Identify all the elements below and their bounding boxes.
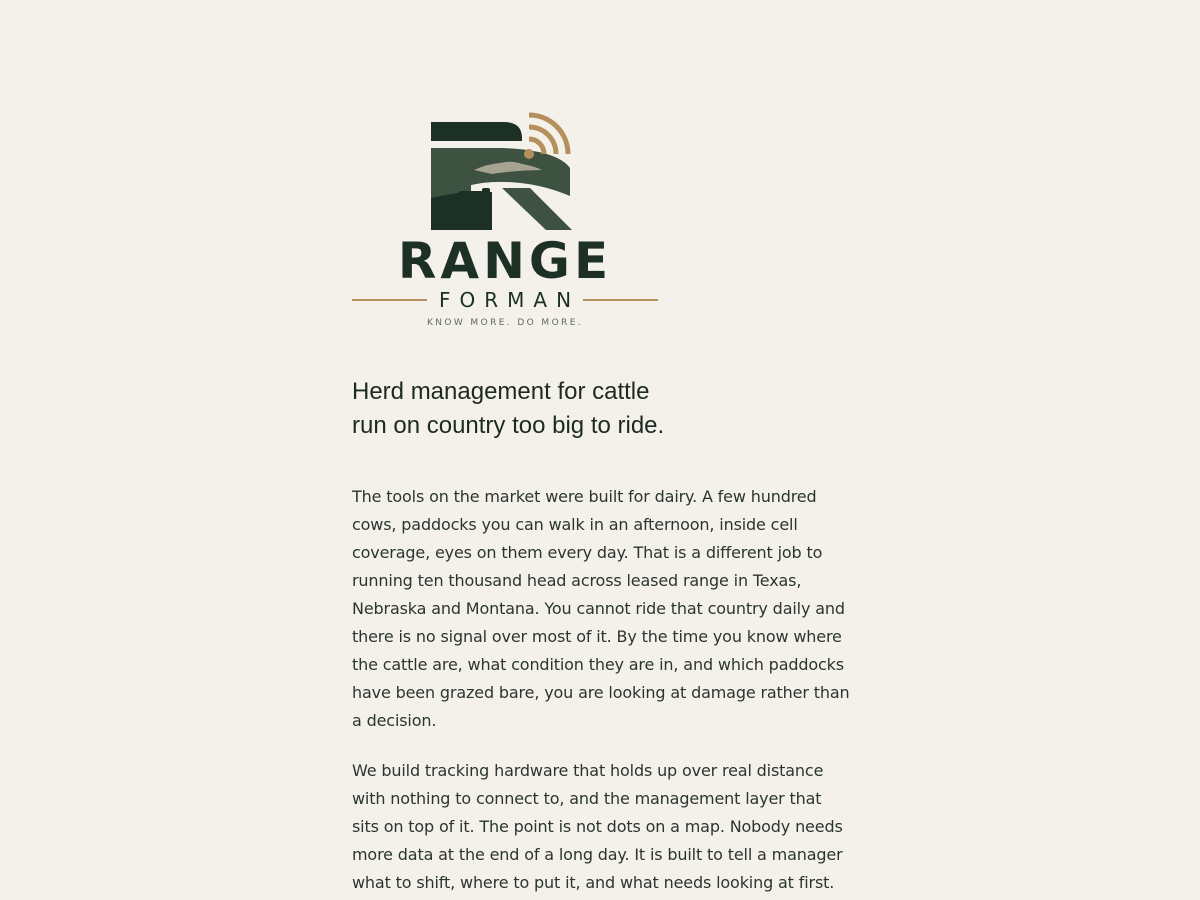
body-paragraph-2: We build tracking hardware that holds up over real distance with nothing to connect to, and the management layer that sits on top of it. The point is not dots on a map. Nobody needs more data at the end of a long day. It is built to tell a manager what to shift, where to put it, and what needs looking at first. bbox=[352, 761, 843, 892]
body-copy bbox=[352, 483, 852, 897]
brand-tagline: KNOW MORE. DO MORE. bbox=[426, 318, 584, 328]
page-headline bbox=[352, 375, 712, 443]
range-forman-logo-icon bbox=[352, 108, 658, 236]
brand-subword-row bbox=[352, 289, 658, 311]
brand-logo bbox=[352, 108, 658, 333]
right-divider bbox=[583, 299, 658, 301]
headline-line-2: run on country too big to ride. bbox=[352, 412, 665, 439]
brand-wordmark: RANGE bbox=[397, 232, 613, 290]
left-divider bbox=[352, 299, 427, 301]
main-content bbox=[352, 108, 852, 900]
body-paragraph-1: The tools on the market were built for dairy. A few hundred cows, paddocks you can walk in an afternoon, inside cell coverage, eyes on them every day. That is a different job to running ten thousand head across leased range in Texas, Nebraska and Montana. You cannot ride that country daily and there is no signal over most of it. By the time you know where the cattle are, what condition they are in, and which paddocks have been grazed bare, you are looking at damage rather than a decision. bbox=[352, 487, 850, 730]
headline-line-1: Herd management for cattle bbox=[352, 378, 650, 405]
brand-subword: FORMAN bbox=[438, 288, 581, 312]
signal-icon bbox=[524, 115, 568, 159]
